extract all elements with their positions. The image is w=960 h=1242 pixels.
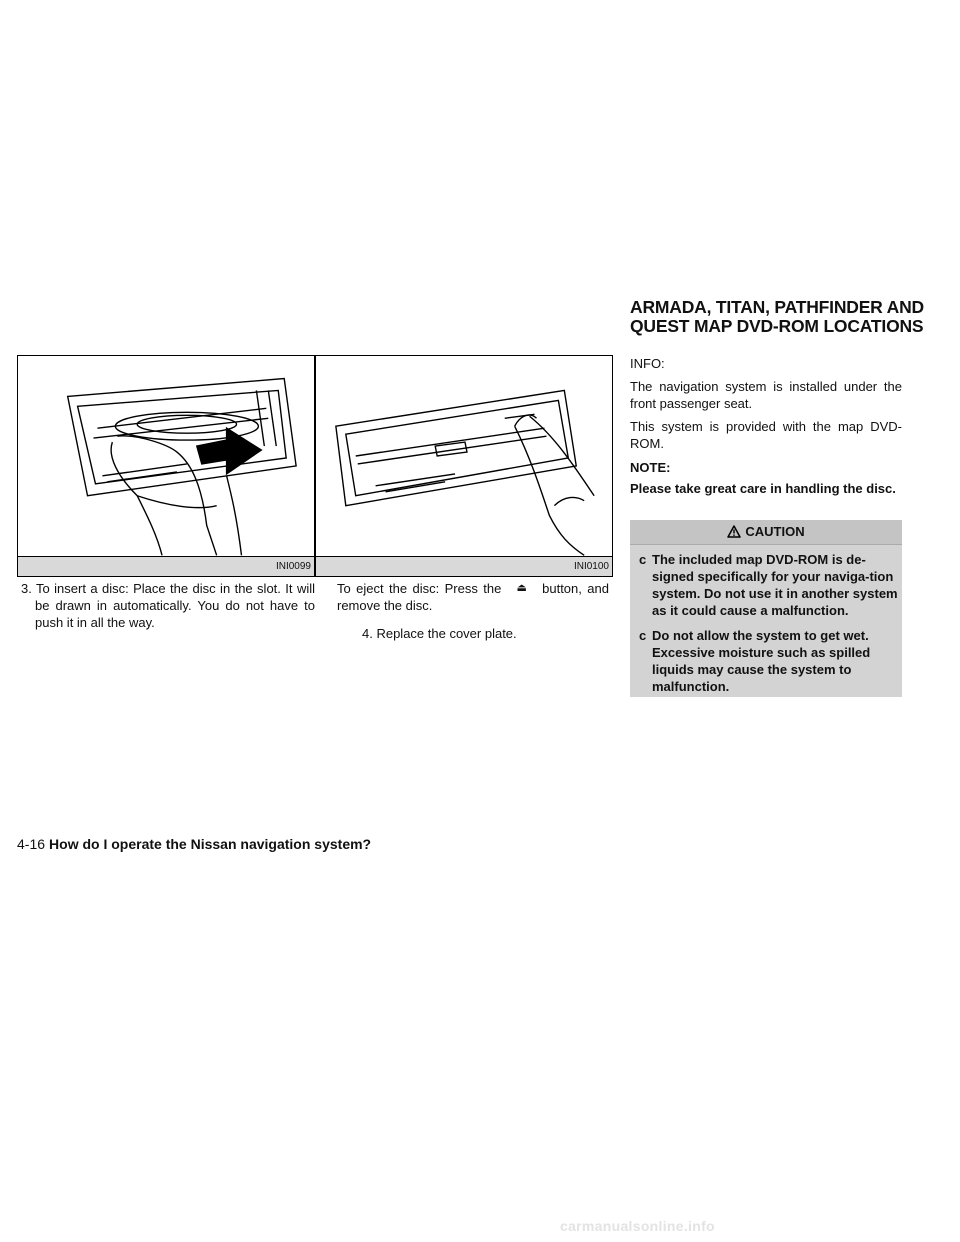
eject-disc-illustration bbox=[316, 356, 612, 556]
info-paragraph-2: This system is provided with the map DVD-ROM. bbox=[630, 419, 902, 451]
caution-bullet: c bbox=[639, 628, 647, 643]
section-title-line2: QUEST MAP DVD-ROM LOCATIONS bbox=[630, 316, 924, 336]
figure-label: INI0100 bbox=[316, 556, 612, 576]
page-number: 4-16 bbox=[17, 836, 46, 852]
eject-text-after: button, and remove the disc. bbox=[337, 581, 609, 613]
page-footer bbox=[17, 836, 371, 852]
figure-insert-disc bbox=[17, 355, 315, 577]
note-text: Please take great care in handling the disc. bbox=[630, 481, 896, 496]
eject-icon: ⏏ bbox=[516, 582, 527, 594]
step-3-text: 3. To insert a disc: Place the disc in the slot. It will be drawn in automatically. You do not have to push it in all the way. bbox=[21, 581, 315, 630]
caution-header bbox=[630, 520, 902, 545]
warning-icon bbox=[727, 522, 741, 546]
caution-bullet: c bbox=[639, 552, 647, 567]
info-label: INFO: bbox=[630, 356, 665, 371]
caution-item bbox=[630, 551, 902, 619]
figure-label: INI0099 bbox=[18, 556, 314, 576]
eject-text-before: To eject the disc: Press the bbox=[337, 581, 502, 596]
caution-item-text: Do not allow the system to get wet. Excessive moisture such as spilled liquids may cause the system to malfunction. bbox=[652, 628, 871, 694]
watermark: carmanualsonline.info bbox=[560, 1218, 715, 1234]
caution-item bbox=[630, 627, 902, 695]
note-label: NOTE: bbox=[630, 460, 671, 475]
chapter-title: How do I operate the Nissan navigation system? bbox=[49, 836, 372, 852]
step-4-text: 4. Replace the cover plate. bbox=[362, 626, 517, 641]
insert-disc-illustration bbox=[18, 356, 314, 556]
eject-instructions bbox=[337, 580, 609, 614]
caution-title: CAUTION bbox=[745, 524, 805, 539]
caution-box bbox=[630, 520, 902, 697]
section-title-line1: ARMADA, TITAN, PATHFINDER AND bbox=[630, 297, 924, 317]
section-title bbox=[630, 298, 940, 336]
info-paragraph-1: The navigation system is installed under the front passenger seat. bbox=[630, 379, 902, 411]
caution-list bbox=[630, 551, 902, 695]
figure-eject-disc bbox=[315, 355, 613, 577]
caution-item-text: The included map DVD-ROM is de-signed specifically for your naviga-tion system. Do not use it in another system as it could cause a malfunction. bbox=[652, 552, 898, 618]
